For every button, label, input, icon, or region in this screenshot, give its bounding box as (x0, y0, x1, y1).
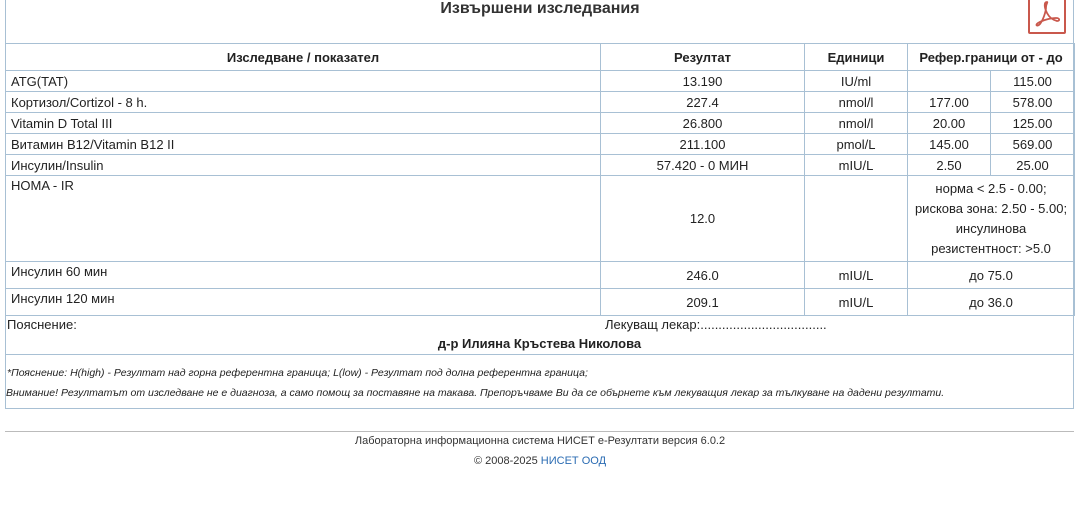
test-unit: pmol/L (805, 134, 908, 155)
test-name: HOMA - IR (6, 176, 601, 262)
footer-company-link[interactable]: НИСЕТ ООД (540, 455, 607, 467)
ref-to: 569.00 (991, 134, 1075, 155)
test-unit: IU/ml (805, 71, 908, 92)
test-result: 246.0 (601, 262, 805, 289)
col-header-ref: Рефер.граници от - до (908, 44, 1075, 71)
norm-line: инсулинова (955, 220, 1027, 236)
homa-norm (908, 176, 1075, 262)
norm-line: норма < 2.5 - 0.00; (935, 180, 1047, 196)
ref-from: 177.00 (908, 92, 991, 113)
page-title: Извършени изследвания (440, 0, 640, 17)
pdf-icon (1033, 0, 1061, 27)
warning-note: Внимание! Резултатът от изследване не е диагноза, а само помощ за поставяне на такава. Препоръчваме Ви да се обърнете към лекуващия лекар за тълкуване на дадени резултати. (6, 387, 945, 399)
test-unit: nmol/l (805, 113, 908, 134)
norm-line: резистентност: >5.0 (931, 240, 1051, 256)
test-unit: mIU/L (805, 289, 908, 316)
ref-from (908, 71, 991, 92)
test-result: 13.190 (601, 71, 805, 92)
col-header-test: Изследване / показател (6, 44, 601, 71)
test-name: Инсулин/Insulin (6, 155, 601, 176)
ref-to: 578.00 (991, 92, 1075, 113)
test-name: Кортизол/Cortizol - 8 h. (6, 92, 601, 113)
notes-label: Пояснение: (7, 317, 77, 332)
table-row (6, 155, 1075, 176)
test-unit (805, 176, 908, 262)
ref-range: до 36.0 (908, 289, 1075, 316)
footer-copyright: © 2008-2025 (473, 455, 538, 467)
test-result: 57.420 - 0 МИН (601, 155, 805, 176)
results-table (5, 43, 1075, 316)
col-header-result: Резултат (601, 44, 805, 71)
table-row (6, 289, 1075, 316)
test-unit: mIU/L (805, 262, 908, 289)
ref-to: 115.00 (991, 71, 1075, 92)
test-result: 209.1 (601, 289, 805, 316)
doctor-name: д-р Илияна Кръстева Николова (437, 336, 642, 351)
table-row (6, 262, 1075, 289)
table-row (6, 71, 1075, 92)
ref-to: 25.00 (991, 155, 1075, 176)
table-row (6, 134, 1075, 155)
test-name: Витамин B12/Vitamin B12 II (6, 134, 601, 155)
test-result: 26.800 (601, 113, 805, 134)
test-name: Инсулин 60 мин (6, 262, 601, 289)
pdf-download-button[interactable] (1028, 0, 1066, 34)
norm-line: рискова зона: 2.50 - 5.00; (914, 200, 1068, 216)
test-unit: nmol/l (805, 92, 908, 113)
table-header-row (6, 44, 1075, 71)
test-result: 211.100 (601, 134, 805, 155)
footer-system: Лабораторна информационна система НИСЕТ e-Резултати версия 6.0.2 (354, 435, 726, 447)
test-result: 227.4 (601, 92, 805, 113)
test-result: 12.0 (601, 176, 805, 262)
footer-divider (5, 431, 1074, 432)
footer-copyright-line (0, 455, 1080, 467)
ref-range: до 75.0 (908, 262, 1075, 289)
test-name: Инсулин 120 мин (6, 289, 601, 316)
test-name: ATG(TAT) (6, 71, 601, 92)
ref-to: 125.00 (991, 113, 1075, 134)
ref-from: 20.00 (908, 113, 991, 134)
table-row (6, 113, 1075, 134)
ref-from: 2.50 (908, 155, 991, 176)
table-row (6, 92, 1075, 113)
doctor-label: Лекуващ лекар:................................... (605, 317, 827, 332)
table-row-homa (6, 176, 1075, 262)
legend-note: *Пояснение: H(high) - Резултат над горна референтна граница; L(low) - Резултат под долна референтна граница; (7, 367, 588, 379)
test-name: Vitamin D Total III (6, 113, 601, 134)
test-unit: mIU/L (805, 155, 908, 176)
col-header-unit: Единици (805, 44, 908, 71)
ref-from: 145.00 (908, 134, 991, 155)
notes-section (5, 314, 1074, 355)
